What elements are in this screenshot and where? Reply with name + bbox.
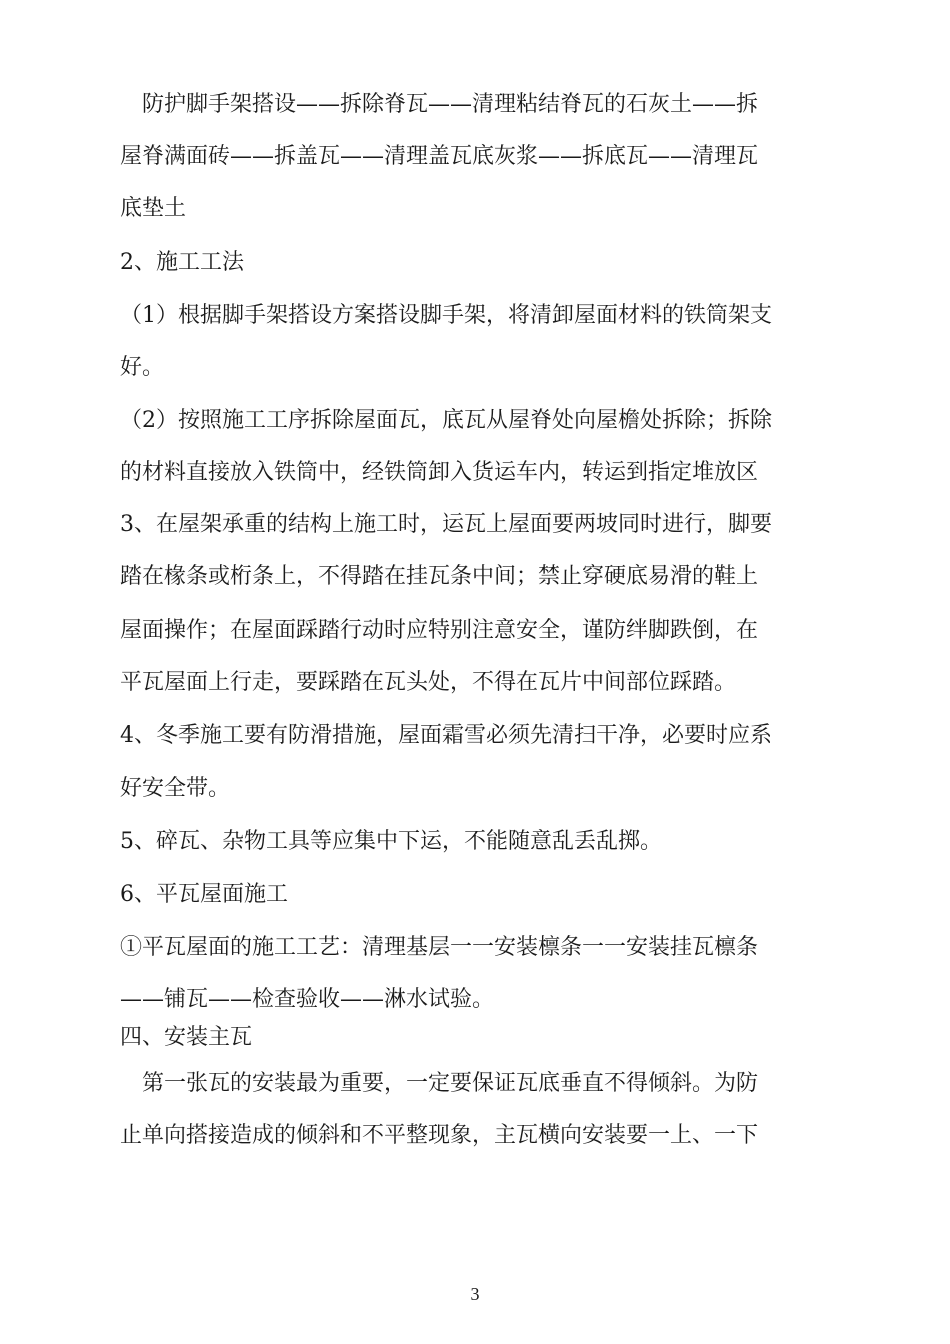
- text-line: ①平瓦屋面的施工工艺：清理基层一一安装檩条一一安装挂瓦檩条: [120, 935, 759, 960]
- text-line: 底垫土: [120, 196, 187, 221]
- text-line: 防护脚手架搭设——拆除脊瓦——清理粘结脊瓦的石灰土——拆: [120, 92, 759, 117]
- text-line: 好。: [120, 355, 165, 380]
- text-line: 踏在椽条或桁条上，不得踏在挂瓦条中间；禁止穿硬底易滑的鞋上: [120, 564, 759, 589]
- text-line: 4、冬季施工要有防滑措施，屋面霜雪必须先清扫干净，必要时应系: [120, 723, 772, 748]
- text-line: 好安全带。: [120, 776, 231, 801]
- text-line: （1）根据脚手架搭设方案搭设脚手架，将清卸屋面材料的铁筒架支: [120, 303, 772, 328]
- text-line: 的材料直接放入铁筒中，经铁筒卸入货运车内，转运到指定堆放区: [120, 460, 759, 485]
- text-line: 平瓦屋面上行走，要踩踏在瓦头处，不得在瓦片中间部位踩踏。: [120, 670, 737, 695]
- text-line: （2）按照施工工序拆除屋面瓦，底瓦从屋脊处向屋檐处拆除；拆除: [120, 408, 772, 433]
- section-heading: 6、平瓦屋面施工: [120, 882, 288, 907]
- section-heading: 四、安装主瓦: [120, 1025, 253, 1050]
- text-line: 屋面操作；在屋面踩踏行动时应特别注意安全，谨防绊脚跌倒，在: [120, 618, 759, 643]
- text-line: 5、碎瓦、杂物工具等应集中下运，不能随意乱丢乱掷。: [120, 829, 662, 854]
- text-line: 3、在屋架承重的结构上施工时，运瓦上屋面要两坡同时进行，脚要: [120, 512, 772, 537]
- section-heading: 2、施工工法: [120, 250, 244, 275]
- text-line: 止单向搭接造成的倾斜和不平整现象，主瓦横向安装要一上、一下: [120, 1123, 759, 1148]
- text-line: ——铺瓦——检查验收——淋水试验。: [120, 987, 495, 1012]
- text-line: 第一张瓦的安装最为重要，一定要保证瓦底垂直不得倾斜。为防: [120, 1071, 759, 1096]
- text-line: 屋脊满面砖——拆盖瓦——清理盖瓦底灰浆——拆底瓦——清理瓦: [120, 144, 759, 169]
- page-number: 3: [470, 1284, 480, 1304]
